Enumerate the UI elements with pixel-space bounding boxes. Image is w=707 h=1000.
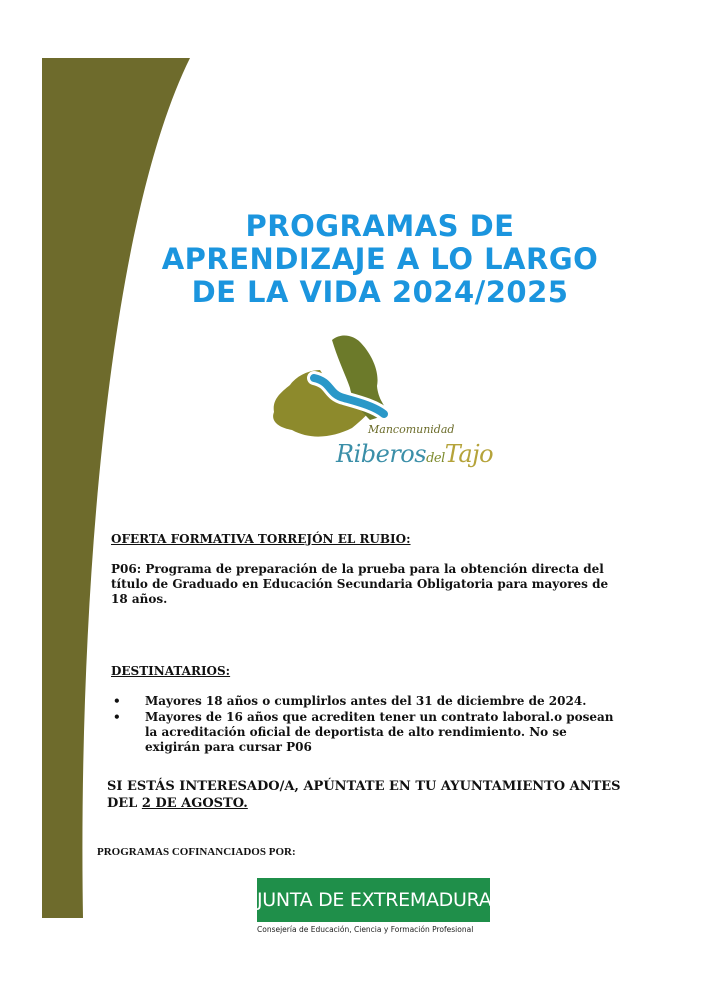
cta-date: 2 DE AGOSTO. — [141, 796, 248, 811]
list-item-text: Mayores de 16 años que acrediten tener un contrato laboral.o posean la acreditación oficial de deportista de alto rendimiento. No se exigirán para cursar P06 — [145, 710, 614, 754]
logo-name-text — [336, 440, 493, 468]
bullet-icon: • — [113, 694, 121, 708]
logo-name-riberos: Riberos — [336, 440, 427, 468]
destinatarios-list — [111, 694, 621, 756]
list-item — [111, 694, 621, 709]
junta-extremadura-logo: JUNTA DE EXTREMADURA — [257, 878, 490, 922]
destinatarios-heading: DESTINATARIOS: — [111, 664, 231, 678]
logo-mancomunidad-text: Mancomunidad — [368, 423, 455, 436]
cta-text: SI ESTÁS INTERESADO/A, APÚNTATE EN TU AYUNTAMIENTO ANTES DEL — [107, 779, 621, 811]
list-item-text: Mayores 18 años o cumplirlos antes del 31 de diciembre de 2024. — [145, 694, 587, 708]
title-line-2: APRENDIZAJE A LO LARGO — [161, 242, 599, 276]
bullet-icon: • — [113, 710, 121, 724]
oferta-description: P06: Programa de preparación de la prueba para la obtención directa del título de Graduado en Educación Secundaria Obligatoria para mayores de 18 años. — [111, 562, 609, 606]
title-line-3: DE LA VIDA 2024/2025 — [191, 275, 569, 309]
title-line-1: PROGRAMAS DE — [245, 209, 515, 243]
oferta-heading: OFERTA FORMATIVA TORREJÓN EL RUBIO: — [111, 532, 411, 546]
cofinanciado-label: PROGRAMAS COFINANCIADOS POR: — [97, 846, 296, 858]
list-item — [111, 710, 621, 755]
logo-name-del: del — [426, 451, 445, 466]
junta-department: Consejería de Educación, Ciencia y Formación Profesional — [257, 925, 474, 934]
call-to-action — [107, 778, 627, 812]
page-title — [120, 210, 640, 309]
logo-name-tajo: Tajo — [444, 440, 494, 468]
